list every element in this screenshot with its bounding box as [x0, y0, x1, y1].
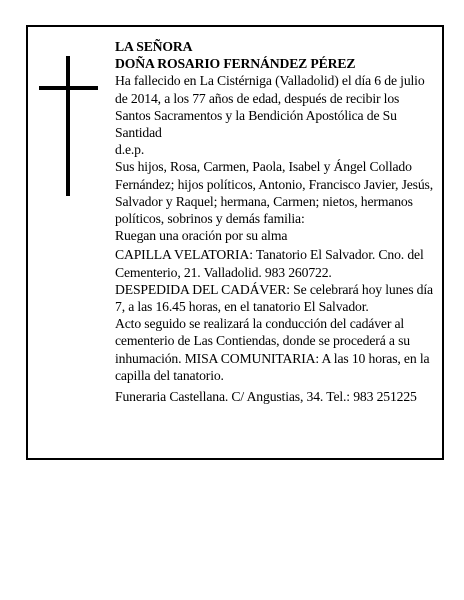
- cross-horizontal-bar: [39, 86, 98, 90]
- procession-and-mass-info: Acto seguido se realizará la conducción del cadáver al cementerio de Las Contiendas, donde se procederá a su inhumación. MISA COMUNITARIA: A las 10 horas, en la capilla del tanatorio.: [115, 316, 430, 383]
- rip-abbreviation: d.e.p.: [115, 142, 145, 158]
- farewell-info: DESPEDIDA DEL CADÁVER: Se celebrará hoy lunes día 7, a las 16.45 horas, en el tanatorio El Salvador.: [115, 281, 433, 315]
- cross-vertical-bar: [66, 56, 70, 196]
- obituary-text: [115, 38, 437, 405]
- funeral-home-info: Funeraria Castellana. C/ Angustias, 34. Tel.: 983 251225: [115, 389, 417, 405]
- death-notice: Ha fallecido en La Cistérniga (Valladolid) el día 6 de julio de 2014, a los 77 años de edad, después de recibir los Santos Sacramentos y la Bendición Apostólica de Su Santidad: [115, 73, 425, 141]
- chapel-info: CAPILLA VELATORIA: Tanatorio El Salvador. Cno. del Cementerio, 21. Valladolid. 983 260722.: [115, 247, 424, 280]
- deceased-name: DOÑA ROSARIO FERNÁNDEZ PÉREZ: [115, 56, 356, 72]
- family-list: Sus hijos, Rosa, Carmen, Paola, Isabel y Ángel Collado Fernández; hijos políticos, Antonio, Francisco Javier, Jesús, Salvador y Raquel; hermana, Carmen; nietos, hermanos políticos, sobrinos y demás familia:: [115, 159, 433, 227]
- prayer-request: Ruegan una oración por su alma: [115, 228, 288, 244]
- honorific: LA SEÑORA: [115, 39, 193, 54]
